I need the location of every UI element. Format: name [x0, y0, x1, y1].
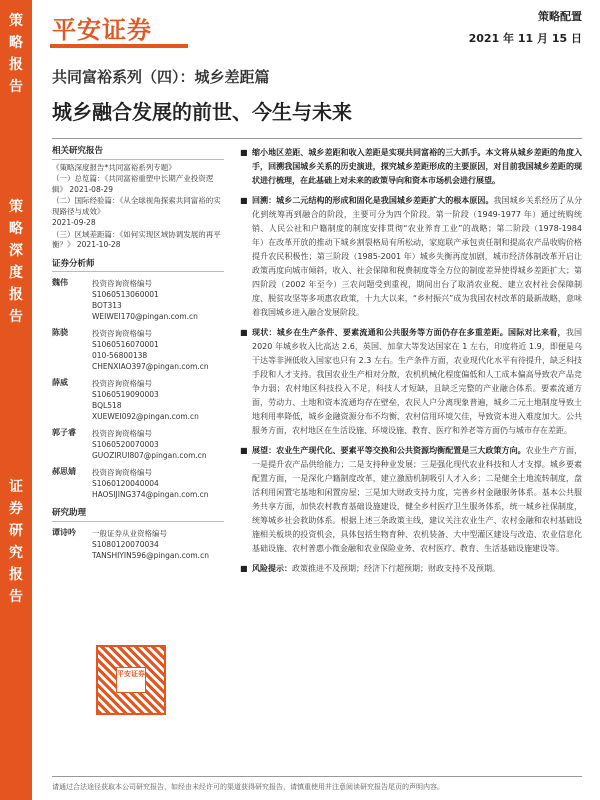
sidebar-label-report — [0, 10, 32, 98]
analyst-detail: 投资咨询资格编号 — [92, 279, 152, 288]
analyst-detail[interactable]: CHENXIAO397@pingan.com.cn — [92, 362, 209, 371]
analyst-detail: S1060120040004 — [92, 479, 159, 488]
analyst-entry — [52, 428, 224, 461]
sidebar-char: 度 — [9, 265, 23, 281]
paragraph-lead: 展望：农业生产现代化、要素平等交换和公共资源均衡配置是三大政策方向。 — [252, 446, 526, 455]
analyst-name: 谭诗吟 — [52, 527, 76, 537]
analyst-detail: S1060513060001 — [92, 290, 159, 299]
analyst-entry — [52, 378, 224, 422]
related-item[interactable]: （三）区域差距篇：《如何实现区域协调发展的再平衡？》 2021-10-28 — [52, 229, 221, 249]
paragraph-text: 政策推进不及预期；经济下行超预期；财政支持不及预期。 — [292, 564, 500, 573]
sidebar-char: 券 — [9, 501, 23, 517]
analyst-info — [92, 467, 209, 500]
sidebar-char: 研 — [9, 523, 23, 539]
divider — [52, 138, 582, 139]
analyst-detail: BQL518 — [92, 401, 122, 410]
risk-paragraph — [240, 562, 582, 576]
analyst-detail: S1060516070001 — [92, 340, 159, 349]
qr-label: 平安证券 — [116, 667, 146, 693]
analyst-detail: 投资咨询资格编号 — [92, 329, 152, 338]
summary-column — [240, 146, 582, 582]
footer-divider — [52, 776, 582, 777]
analyst-detail[interactable]: GUOZIRUI807@pingan.com.cn — [92, 451, 207, 460]
related-item[interactable]: （一）总览篇：《共同富裕重塑中长期产业投资逻辑》 2021-08-29 — [52, 174, 214, 194]
paragraph-lead: 回溯：城乡二元结构的形成和固化是我国城乡差距扩大的根本原因。 — [252, 196, 494, 205]
sidebar-char: 策 — [9, 199, 23, 215]
sidebar-char: 告 — [9, 79, 23, 95]
analyst-entry — [52, 467, 224, 500]
analyst-entry — [52, 278, 224, 322]
analyst-entry — [52, 328, 224, 372]
paragraph-text: 我国 2020 年城乡收入比高达 2.6，英国、加拿大等发达国家在 1 左右，印度将近 1.9，即便是乌干达等非洲低收入国家也只有 2.3 左右。生产条件方面，农业现代化水平有待提升，缺乏科技手段和人才支持。我国农业生产相对分散，农机机械化程度偏低和人工成本偏高导致农产品竞争力弱；农村地区科技投入不足，科技人才短缺，且缺乏完整的产业融合体系。要素流通方面，劳动力、土地和资本流通均存在壁垒，农民人户分离现象普遍，城乡二元土地制度导致土地利用率降低，城乡金融资源分布不均衡，农村信用环境欠佳，导致资本进入难度加大。公共服务方面，农村地区在生活设施、环境设施、教育、医疗和养老等方面仍与城市存在差距。 — [252, 328, 583, 435]
doc-date: 2021 年 11 月 15 日 — [468, 32, 582, 45]
analyst-detail: 010-56800138 — [92, 351, 148, 360]
analyst-name: 郭子睿 — [52, 428, 76, 437]
footer-disclaimer: 请通过合法途径获取本公司研究报告，如经由未经许可的渠道获得研究报告，请慎重使用并注意阅读研究报告尾页的声明内容。 — [52, 783, 444, 791]
analyst-list — [52, 278, 224, 500]
brand-logo: 平安证券 — [52, 16, 152, 44]
paragraph-lead: 风险提示： — [252, 564, 292, 573]
related-heading: 相关研究报告 — [52, 146, 224, 160]
page-title: 城乡融合发展的前世、今生与未来 — [52, 100, 352, 124]
left-column — [52, 146, 224, 561]
analyst-detail[interactable]: HAOSIJING374@pingan.com.cn — [92, 490, 209, 499]
analyst-detail[interactable]: XUEWEI092@pingan.com.cn — [92, 412, 199, 421]
sidebar-char: 略 — [9, 35, 23, 51]
sidebar-label-securities-research — [0, 476, 32, 608]
analyst-detail: S1060520070003 — [92, 440, 159, 449]
qr-code[interactable] — [96, 645, 166, 715]
analyst-detail: 投资咨询资格编号 — [92, 379, 152, 388]
analyst-info — [92, 278, 198, 322]
doc-type: 策略配置 — [538, 10, 582, 23]
sidebar-char: 报 — [9, 57, 23, 73]
sidebar-label-deep-report — [0, 196, 32, 328]
analyst-info — [92, 378, 199, 422]
analyst-detail[interactable]: WEIWEI170@pingan.com.cn — [92, 312, 198, 321]
analyst-info — [92, 428, 207, 461]
sidebar-char: 深 — [9, 243, 23, 259]
related-item[interactable]: 《策略深度报告*共同富裕系列专题》 — [52, 162, 176, 172]
sidebar-char: 略 — [9, 221, 23, 237]
sidebar-char: 告 — [9, 309, 23, 325]
sidebar-char: 报 — [9, 567, 23, 583]
paragraph-lead: 现状：城乡在生产条件、要素流通和公共服务等方面仍存在多重差距。国际对比来看， — [252, 328, 566, 337]
analyst-detail: S1060519090003 — [92, 390, 159, 399]
analyst-name: 魏伟 — [52, 278, 68, 287]
sidebar-char: 究 — [9, 545, 23, 561]
related-item[interactable]: （二）国际经验篇：《从全球视角探索共同富裕的实现路径与成效》 — [52, 196, 221, 216]
related-list — [52, 163, 224, 251]
analyst-detail: 一般证券从业资格编号 — [92, 528, 167, 538]
analyst-detail: S1080120070034 — [92, 539, 159, 549]
assistant-list — [52, 528, 224, 561]
sidebar-char: 证 — [9, 479, 23, 495]
sidebar-char: 告 — [9, 589, 23, 605]
summary-paragraph — [240, 444, 582, 556]
sidebar-strip — [0, 0, 32, 800]
summary-paragraph: ■ 缩小地区差距、城乡差距和收入差距是实现共同富裕的三大抓手。本文将从城乡差距的角度入手，回溯我国城乡关系的历史演进，探究城乡差距形成的主要原因，对目前我国城乡差距的现状进行梳理，在此基础上对未来的政策导向和资本市场机会进行展望。 — [240, 146, 582, 188]
analyst-info — [92, 528, 209, 561]
series-title: 共同富裕系列（四）：城乡差距篇 — [52, 68, 270, 86]
analyst-info — [92, 328, 209, 372]
analyst-name: 陈骁 — [52, 328, 68, 337]
analyst-entry — [52, 528, 224, 561]
assistant-heading: 研究助理 — [52, 508, 224, 522]
logo-underline — [50, 44, 188, 48]
analyst-detail: BOT313 — [92, 301, 122, 310]
analyst-name: 薛威 — [52, 378, 68, 387]
related-item: 2021-09-28 — [52, 218, 96, 227]
analysts-heading: 证券分析师 — [52, 259, 224, 273]
analyst-name: 郝思婧 — [52, 467, 76, 476]
sidebar-char: 策 — [9, 13, 23, 29]
paragraph-text: 农业生产方面，一是提升农产品供给能力；二是支持种业发展；三是强化现代农业科技和人才支撑。城乡要素配置方面，一是深化户籍制度改革，建立激励机制吸引人才入乡；二是健全土地流转制度，盘活利用闲置宅基地和闲置房屋；三是加大财政支持力度，完善乡村金融服务体系。基本公共服务共享方面，加快农村教育基础设施建设，健全乡村医疗卫生服务体系，统一城乡社保制度，统筹城乡社会救助体系。根据上述三条政策主线，建议关注农业生产、农村金融和农村基础设施相关板块的投资机会，具体包括生物育种、农机装备、大中型灌区建设与改造、农业信息化基础设施、农村普惠小微金融和农业保险业务、农村医疗、教育、生活基础设施建设等。 — [252, 446, 583, 553]
analyst-detail: 投资咨询资格编号 — [92, 429, 152, 438]
sidebar-char: 报 — [9, 287, 23, 303]
paragraph-text: 我国城乡关系经历了从分化到统筹再到融合的阶段，主要可分为四个阶段。第一阶段（1949-1977 年）通过统购统销、人民公社和户籍制度的制度安排贯彻“农业养育工业”的战略；第二阶段（1978-1984 年）在改革开放的推动下城乡割裂格局有所松动，家庭联产承包责任制和提高农产品收购价格提升农民积极性；第三阶段（1985-2001 年）城乡失衡再度加剧，城市经济体制改革开启让政策再度向城市倾斜，收入、社会保障和税费制度等全方位的制度差异使得城乡差距扩大；第四阶段（2002 年至今）三农问题受到重视，期间出台了取消农业税、建立农村社会保障制度、脱贫攻坚等多项惠农政策，十九大以来，“乡村振兴”成为我国农村改革的最新战略，意味着我国城乡进入融合发展阶段。 — [252, 196, 582, 317]
summary-paragraph — [240, 326, 582, 438]
analyst-detail: 投资咨询资格编号 — [92, 468, 152, 477]
analyst-detail[interactable]: TANSHIYIN596@pingan.com.cn — [92, 550, 209, 560]
summary-paragraph — [240, 194, 582, 320]
